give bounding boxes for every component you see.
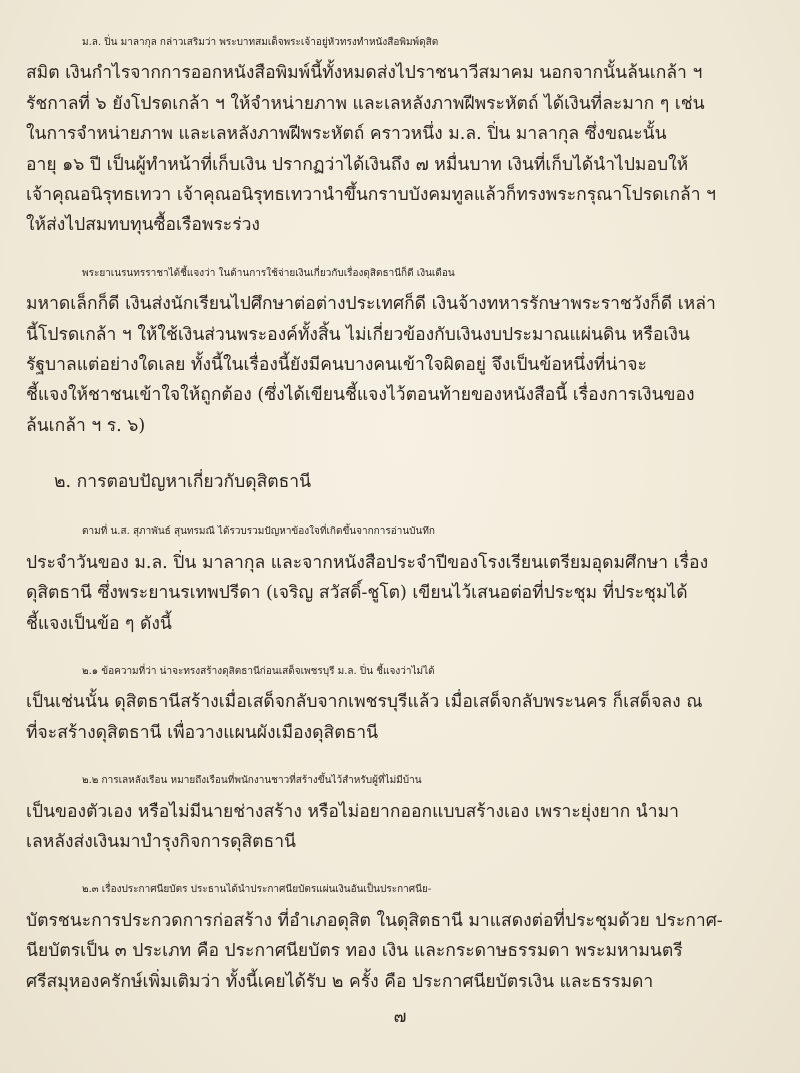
text-line: ตามที่ น.ส. สุภาพันธ์ สุนทรมณี ได้รวบรวมปัญหาข้องใจที่เกิดขึ้นจากการอ่านบันทึก — [82, 526, 435, 538]
text-line: เลหลังส่งเงินมาบำรุงกิจการดุสิตธานี — [26, 831, 297, 852]
text-line: รัฐบาลแต่อย่างใดเลย ทั้งนี้ในเรื่องนี้ยังมีคนบางคนเข้าใจผิดอยู่ จึงเป็นข้อหนึ่งที่น่าจะ — [26, 355, 647, 376]
paragraph-phraya-nerentharacha — [26, 259, 770, 441]
text-line: นียบัตรเป็น ๓ ประเภท คือ ประกาศนียบัตร ทอง เงิน และกระดาษธรรมดา พระมหามนตรี — [26, 941, 683, 962]
text-line: ประจำวันของ ม.ล. ปิ่น มาลากุล และจากหนังสือประจำปีของโรงเรียนเตรียมอุดมศึกษา เรื่อง — [26, 552, 709, 573]
text-line: ศรีสมุหองครักษ์เพิ่มเติมว่า ทั้งนี้เคยได้รับ ๒ ครั้ง คือ ประกาศนียบัตรเงิน และธรรมดา — [26, 971, 654, 992]
page-number: ๗ — [393, 1007, 407, 1027]
text-line: รัชกาลที่ ๖ ยังโปรดเกล้า ฯ ให้จำหน่ายภาพ และเลหลังภาพฝีพระหัตถ์ ได้เงินที่ละมาก ๆ เช่น — [26, 93, 705, 114]
paragraph-item-2-2 — [26, 766, 770, 857]
text-line: ในการจำหน่ายภาพ และเลหลังภาพฝีพระหัตถ์ คราวหนึ่ง ม.ล. ปิ่น มาลากุล ซึ่งขณะนั้น — [26, 124, 667, 145]
text-line: ล้นเกล้า ฯ ร. ๖) — [26, 415, 146, 436]
text-line: ๒.๒ การเลหลังเรือน หมายถึงเรือนที่พนักงานชาวที่สร้างขึ้นไว้สำหรับผู้ที่ไม่มีบ้าน — [82, 775, 422, 787]
text-line: ชี้แจงให้ชาชนเข้าใจให้ถูกต้อง (ซึ่งได้เขียนชี้แจงไว้ตอนท้ายของหนังสือนี้ เรื่องการเงินของ — [26, 385, 695, 406]
text-line: ๒.๑ ข้อความที่ว่า น่าจะทรงสร้างดุสิตธานีก่อนเสด็จเพชรบุรี ม.ล. ปิ่น ชี้แจงว่าไม่ได้ — [82, 665, 435, 677]
text-line: ให้ส่งไปสมทบทุนซื้อเรือพระร่วง — [26, 215, 260, 236]
text-line: มหาดเล็กก็ดี เงินส่งนักเรียนไปศึกษาต่อต่างประเทศก็ดี เงินจ้างทหารรักษาพระราชวังก็ดี เหล่า — [26, 294, 716, 315]
text-line: เจ้าคุณอนิรุทธเทวา เจ้าคุณอนิรุทธเทวานำขึ้นกราบบังคมทูลแล้วก็ทรงพระกรุณาโปรดเกล้า ฯ — [26, 185, 716, 206]
paragraph-pin-malakul — [26, 28, 770, 241]
text-line: อายุ ๑๖ ปี เป็นผู้ทำหน้าที่เก็บเงิน ปรากฏว่าได้เงินถึง ๗ หมื่นบาท เงินที่เก็บได้นำไปมอบให้ — [26, 154, 689, 175]
text-line: พระยาเนรนทรราชาได้ชี้แจงว่า ในด้านการใช้จ่ายเงินเกี่ยวกับเรื่องดุสิตธานีก็ดี เงินเดือน — [82, 267, 455, 279]
text-line: ๒.๓ เรื่องประกาศนียบัตร ประธานได้นำประกาศนียบัตรแผ่นเงินอันเป็นประกาศนีย- — [82, 884, 432, 896]
text-line: สมิต เงินกำไรจากการออกหนังสือพิมพ์นี้ทั้งหมดส่งไปราชนาวีสมาคม นอกจากนั้นล้นเกล้า ฯ — [26, 63, 703, 84]
text-line: บัตรชนะการประกวดการก่อสร้าง ที่อำเภอดุสิต ในดุสิตธานี มาแสดงต่อที่ประชุมด้วย ประกาศ- — [26, 910, 723, 931]
text-line: ชี้แจงเป็นข้อ ๆ ดังนี้ — [26, 613, 172, 634]
paragraph-item-2-1 — [26, 657, 770, 748]
text-line: เป็นเช่นนั้น ดุสิตธานีสร้างเมื่อเสด็จกลับจากเพชรบุรีแล้ว เมื่อเสด็จกลับพระนคร ก็เสด็จลง ณ — [26, 692, 703, 713]
paragraph-qa-intro — [26, 517, 770, 639]
text-line: เป็นของตัวเอง หรือไม่มีนายช่างสร้าง หรือไม่อยากออกแบบสร้างเอง เพราะยุ่งยาก นำมา — [26, 801, 679, 822]
text-line: ม.ล. ปิ่น มาลากุล กล่าวเสริมว่า พระบาทสมเด็จพระเจ้าอยู่หัวทรงทำหนังสือพิมพ์ดุสิต — [82, 37, 439, 48]
section-heading: ๒. การตอบปัญหาเกี่ยวกับดุสิตธานี — [54, 472, 312, 493]
text-line: นี้โปรดเกล้า ฯ ให้ใช้เงินส่วนพระองค์ทั้งสิ้น ไม่เกี่ยวข้องกับเงินงบประมาณแผ่นดิน หรือเงิน — [26, 324, 690, 345]
paragraph-item-2-3 — [26, 875, 770, 997]
text-line: ที่จะสร้างดุสิตธานี เพื่อวางแผนผังเมืองดุสิตธานี — [26, 722, 379, 743]
text-line: ดุสิตธานี ซึ่งพระยานรเทพปรีดา (เจริญ สวัสดิ์-ชูโต) เขียนไว้เสนอต่อที่ประชุม ที่ประชุมได้ — [26, 583, 688, 604]
